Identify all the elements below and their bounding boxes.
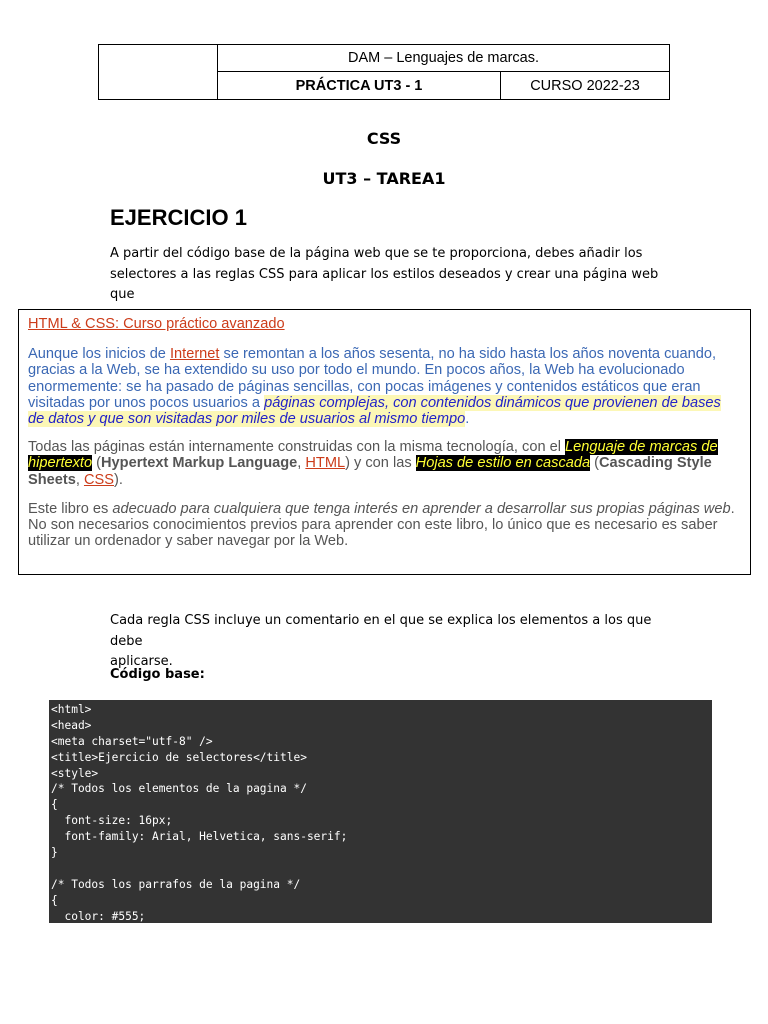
code-line: <title>Ejercicio de selectores</title> xyxy=(51,750,307,764)
expected-result-preview xyxy=(18,309,751,575)
subject-cell: DAM – Lenguajes de marcas. xyxy=(218,45,670,72)
intro-line: A partir del código base de la página web que se te proporciona, debes añadir los xyxy=(110,246,643,261)
text: se remontan a los años sesenta, no ha sido hasta los años noventa cuando, gracias a la Web, se ha extendido su uso por todo el mundo. En pocos años, la Web ha evolucionado enormemente: se ha pasado de páginas sencillas, con pocas imágenes y contenidos estáticos que eran visitadas por unos pocos usuarios a xyxy=(28,346,717,411)
topic-title: CSS xyxy=(366,129,402,148)
code-line: /* Todos los elementos de la pagina */ xyxy=(51,782,307,796)
text: ). xyxy=(113,471,123,488)
course-cell: CURSO 2022-23 xyxy=(501,72,670,100)
text: ( xyxy=(92,455,102,472)
code-line: <head> xyxy=(51,718,92,732)
code-line: <meta charset="utf-8" /> xyxy=(51,734,213,748)
bold-term: Hypertext Markup Language xyxy=(101,455,298,472)
base-code-block xyxy=(49,700,712,923)
text: , xyxy=(297,455,306,472)
exercise-heading: EJERCICIO 1 xyxy=(110,205,247,230)
instruction-line: Cada regla CSS incluye un comentario en el que se explica los elementos a los que debe xyxy=(110,613,652,649)
document-header-table xyxy=(98,44,670,100)
preview-paragraph-3 xyxy=(28,501,741,550)
css-link: CSS xyxy=(83,471,114,488)
code-line: { xyxy=(51,798,58,812)
text: Este libro es xyxy=(28,500,113,517)
bold-term: Cascading Style Sheets xyxy=(28,455,712,488)
text: . No son necesarios conocimientos previos para aprender con este libro, lo único que es necesario es saber utilizar un ordenador y saber navegar por la Web. xyxy=(28,500,735,550)
intro-line: selectores a las reglas CSS para aplicar los estilos deseados y crear una página web que xyxy=(110,266,659,302)
code-line: { xyxy=(51,893,58,907)
code-line: /* Todos los parrafos de la pagina */ xyxy=(51,877,301,891)
task-title: UT3 – TAREA1 xyxy=(322,169,446,188)
text: , xyxy=(75,471,84,488)
highlighted-term: Hojas de estilo en cascada xyxy=(415,455,591,472)
instruction-line: aplicarse. xyxy=(110,654,173,669)
text: Aunque los inicios de xyxy=(28,346,170,363)
text: Todas las páginas están internamente construidas con la misma tecnología, con el xyxy=(28,439,566,456)
instructions-paragraph xyxy=(110,611,670,673)
text: ) y con las xyxy=(345,455,416,472)
code-line xyxy=(51,861,712,877)
code-label: Código base: xyxy=(110,667,205,682)
internet-link: Internet xyxy=(169,346,220,363)
code-line: font-size: 16px; xyxy=(51,814,173,828)
code-line: color: #555; xyxy=(51,909,146,923)
text: ( xyxy=(590,455,600,472)
text: . xyxy=(465,411,470,428)
italic-text: adecuado para cualquiera que tenga interés en aprender a desarrollar sus propias páginas web xyxy=(112,500,731,517)
code-line: } xyxy=(51,846,58,860)
code-line: <style> xyxy=(51,766,99,780)
preview-paragraph-1 xyxy=(28,346,741,427)
logo-cell xyxy=(99,45,218,100)
preview-paragraph-2 xyxy=(28,439,741,488)
html-link: HTML xyxy=(305,455,346,472)
code-line: font-family: Arial, Helvetica, sans-serif; xyxy=(51,830,348,844)
code-line: <html> xyxy=(51,703,92,716)
highlighted-text: páginas complejas, con contenidos dinámicos que provienen de bases de datos y que son visitadas por miles de usuarios al mismo tiempo xyxy=(28,394,721,428)
preview-title: HTML & CSS: Curso práctico avanzado xyxy=(28,316,285,332)
practice-cell: PRÁCTICA UT3 - 1 xyxy=(218,72,501,100)
highlighted-term: Lenguaje de marcas de hipertexto xyxy=(28,439,718,472)
